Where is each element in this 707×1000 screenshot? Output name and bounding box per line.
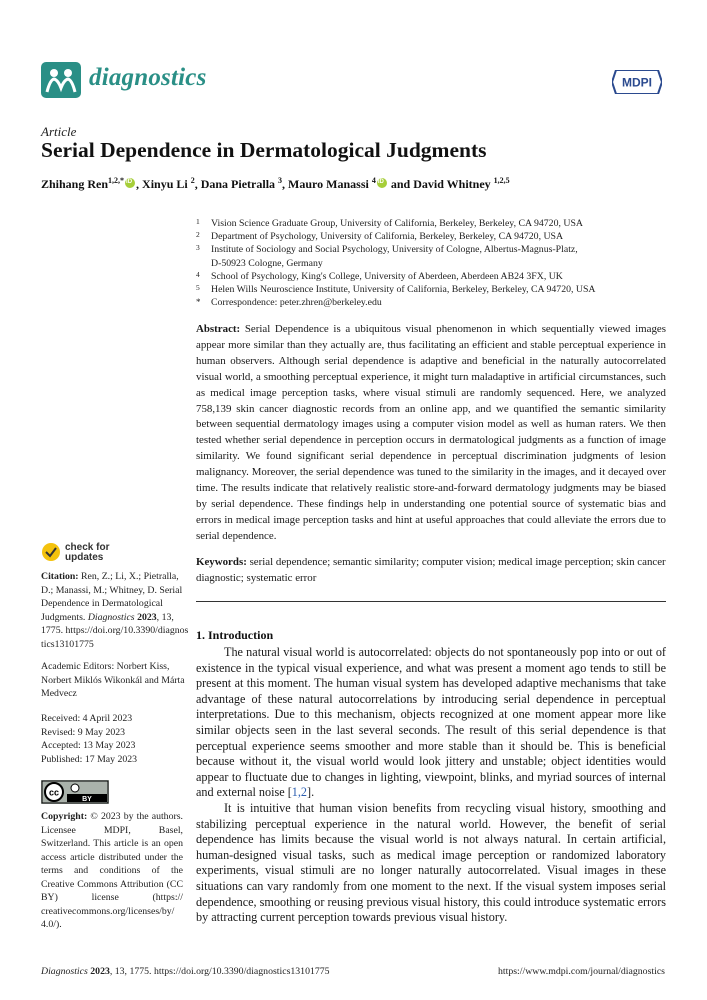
academic-editors: [41, 660, 191, 701]
citation-journal: Diagnostics: [87, 611, 135, 623]
author-affiliation-mark: 3: [278, 176, 283, 185]
affiliation-item: [196, 243, 666, 269]
mdpi-logo-text: MDPI: [622, 75, 652, 90]
paragraph: It is intuitive that human vision benefits from recycling visual history, smoothing and stabilizing perceptual experience in the natural world. However, the benefit of serial dependence has limits because the visual world is not always natural. In certain artificial, human-designed visual tasks, such as medical image perception or randomized laboratory experiments, visual stimuli are no longer naturally autocorrelated. Visual images in these situations can vary randomly from one moment to the next. If the visual system imposes serial dependence, smoothing or reusing previous visual history, this could introduce systematic errors by attracting current perception towards previous visual history.: [196, 800, 666, 925]
footer-journal-url[interactable]: https://www.mdpi.com/journal/diagnostics: [498, 966, 665, 977]
copyright-notice: [41, 810, 183, 932]
footer-year: 2023: [90, 966, 110, 977]
affiliation-mark: 4: [196, 269, 200, 279]
footer-volume-doi[interactable]: , 13, 1775. https://doi.org/10.3390/diagnostics13101775: [109, 966, 330, 977]
paragraph: [196, 645, 666, 801]
author-name[interactable]: Dana Pietralla: [200, 177, 276, 191]
correspondence-email[interactable]: Correspondence: peter.zhren@berkeley.edu: [211, 297, 382, 309]
date-revised: Revised: 9 May 2023: [41, 726, 126, 738]
citation-link[interactable]: 1,2: [291, 785, 308, 800]
journal-logo-icon: [41, 62, 81, 98]
affiliation-text: School of Psychology, King's College, University of Aberdeen, Aberdeen AB24 3FX, UK: [211, 270, 563, 282]
cc-label: cc: [48, 787, 60, 798]
affiliation-item: [196, 270, 666, 283]
publication-dates: [41, 712, 191, 766]
check-updates-line1: check for: [65, 542, 110, 553]
affiliation-text: Department of Psychology, University of California, Berkeley, Berkeley, CA 94720, USA: [211, 231, 564, 243]
copyright-text: © 2023 by the authors. Licensee MDPI, Basel, Switzerland. This article is an open access article distributed under the terms and conditions of the Creative Commons Attribution (CC BY) license (https:// creativecommons.org/licenses/by/ 4.0/).: [41, 811, 184, 930]
affiliation-text: Helen Wills Neuroscience Institute, University of California, Berkeley, Berkeley, CA 94720, USA: [211, 284, 596, 296]
author-name[interactable]: Xinyu Li: [142, 177, 188, 191]
orcid-icon[interactable]: [125, 178, 135, 188]
keywords: [196, 555, 666, 587]
article-title: Serial Dependence in Dermatological Judgments: [41, 138, 487, 162]
section-heading: 1. Introduction: [196, 628, 274, 642]
abstract-text: Serial Dependence is a ubiquitous visual phenomenon in which sequentially viewed images appear more similar than they actually are, thus facilitating an efficient and stable perceptual experience in human observers. Although serial dependence is adaptive and beneficial in the naturally autocorrelated visual world, a smoothing perceptual experience, it might turn maladaptive in artificial circumstances, such as medical image perception tasks, where visual stimuli are randomly sequenced. Here, we analyzed 758,139 skin cancer diagnostic records from an online app, and we quantified the semantic similarity between sequential dermatology images using a computer vision model as well as human raters. We then tested whether serial dependence in perception occurs in dermatological judgments as a function of image similarity. We found significant serial dependence in perceptual discrimination judgments of lesion malignancy. Moreover, the serial dependence was tuned to the similarity in the images, and it decayed over time. The results indicate that relatively realistic store-and-forward dermatology judgments may be biased by serial dependence. These findings help in understanding one potential source of systematic bias and errors in medical image perception tasks and hint at useful approaches that could alleviate the errors due to serial dependence.: [196, 323, 666, 542]
body-text: [196, 645, 666, 926]
editors-label: Academic Editors:: [41, 661, 115, 672]
author-list: Zhihang Ren$^{1,2,*}$iD , Xinyu Li $^2$, Dana Pietralla $^3$, Mauro Manassi $^4$iD and David Whitney $^{1,2,5}$: [41, 176, 510, 192]
author-affiliation-mark: 1,2,*: [108, 176, 125, 185]
abstract-label: Abstract:: [196, 323, 241, 335]
affiliation-mark: 3: [196, 243, 200, 253]
affiliation-mark: *: [196, 297, 201, 308]
date-received: Received: 4 April 2023: [41, 713, 133, 724]
correspondence: [196, 296, 666, 309]
author-affiliation-mark: 4: [371, 176, 376, 185]
author-affiliation-mark: 2: [190, 176, 195, 185]
affiliation-item: [196, 230, 666, 243]
copyright-label: Copyright:: [41, 811, 88, 822]
editors-names: Norbert Kiss, Norbert Miklós Wikonkál and Márta Medvecz: [41, 661, 185, 699]
cc-by-license-icon[interactable]: [41, 780, 109, 804]
cc-by-label: BY: [82, 796, 92, 803]
footer-journal: Diagnostics: [41, 966, 88, 977]
affiliations: [196, 217, 666, 309]
date-accepted: Accepted: 13 May 2023: [41, 740, 136, 751]
check-updates-icon: [41, 542, 61, 562]
check-updates-label: [65, 543, 109, 563]
mdpi-logo-icon: [612, 70, 662, 94]
citation-text: Ren, Z.; Li, X.; Pietralla, D.; Manassi, M.; Whitney, D. Serial Dependence in Dermatological Judgments.: [41, 571, 183, 623]
journal-name: diagnostics: [89, 64, 207, 91]
affiliation-item: [196, 217, 666, 230]
citation-doi-link[interactable]: https://doi.org/10.3390/diagnostics13101775: [41, 625, 189, 650]
author-name[interactable]: David Whitney: [413, 177, 491, 191]
citation-year: 2023: [137, 611, 157, 623]
citation-label: Citation:: [41, 571, 79, 582]
citation: [41, 570, 191, 651]
footer-citation: [41, 966, 330, 977]
affiliation-item: [196, 283, 666, 296]
affiliation-mark: 5: [196, 283, 200, 293]
check-for-updates-button[interactable]: [41, 542, 151, 566]
section-divider: [196, 601, 666, 602]
author-affiliation-mark: 1,2,5: [493, 176, 510, 185]
keywords-text: serial dependence; semantic similarity; computer vision; medical image perception; skin cancer diagnostic; systematic error: [196, 556, 666, 584]
keywords-label: Keywords:: [196, 556, 247, 568]
affiliation-text: D-50923 Cologne, Germany: [211, 257, 323, 269]
affiliation-text: Vision Science Graduate Group, University of California, Berkeley, Berkeley, CA 94720, USA: [211, 218, 583, 229]
affiliation-mark: 2: [196, 230, 200, 240]
affiliation-mark: 1: [196, 217, 200, 226]
author-name[interactable]: Zhihang Ren: [41, 177, 109, 191]
date-published: Published: 17 May 2023: [41, 753, 138, 765]
abstract: [196, 322, 666, 545]
author-name[interactable]: Mauro Manassi: [288, 177, 369, 191]
orcid-icon[interactable]: [377, 178, 387, 188]
article-type: Article: [41, 124, 77, 139]
check-updates-line2: updates: [65, 552, 104, 563]
citation-volume: , 13, 1775.: [41, 611, 174, 636]
paragraph-text: The natural visual world is autocorrelated: objects do not spontaneously pop into or out of existence in the typical visual experience, and what was present a moment ago tends to still be present at this moment. The human visual system has developed adaptive mechanisms that take advantage of these natural autocorrelations by introducing serial dependence in perceptual interpretations. Due to this mechanism, objects recognized at one moment appear more like similar objects seen in the last several seconds. The result of this serial dependence is that perceptual experience seems smoother and more stable than it should be. This is beneficial because without it, the visual world would look jittery and unstable; object identities would appear to fluctuate due to changes in lighting, viewpoint, blinks, and myriad sources of internal and external noise [: [196, 645, 666, 800]
paragraph-text-end: ].: [307, 785, 315, 800]
affiliation-text: Institute of Sociology and Social Psychology, University of Cologne, Albertus-Magnus-Platz,: [211, 244, 578, 256]
